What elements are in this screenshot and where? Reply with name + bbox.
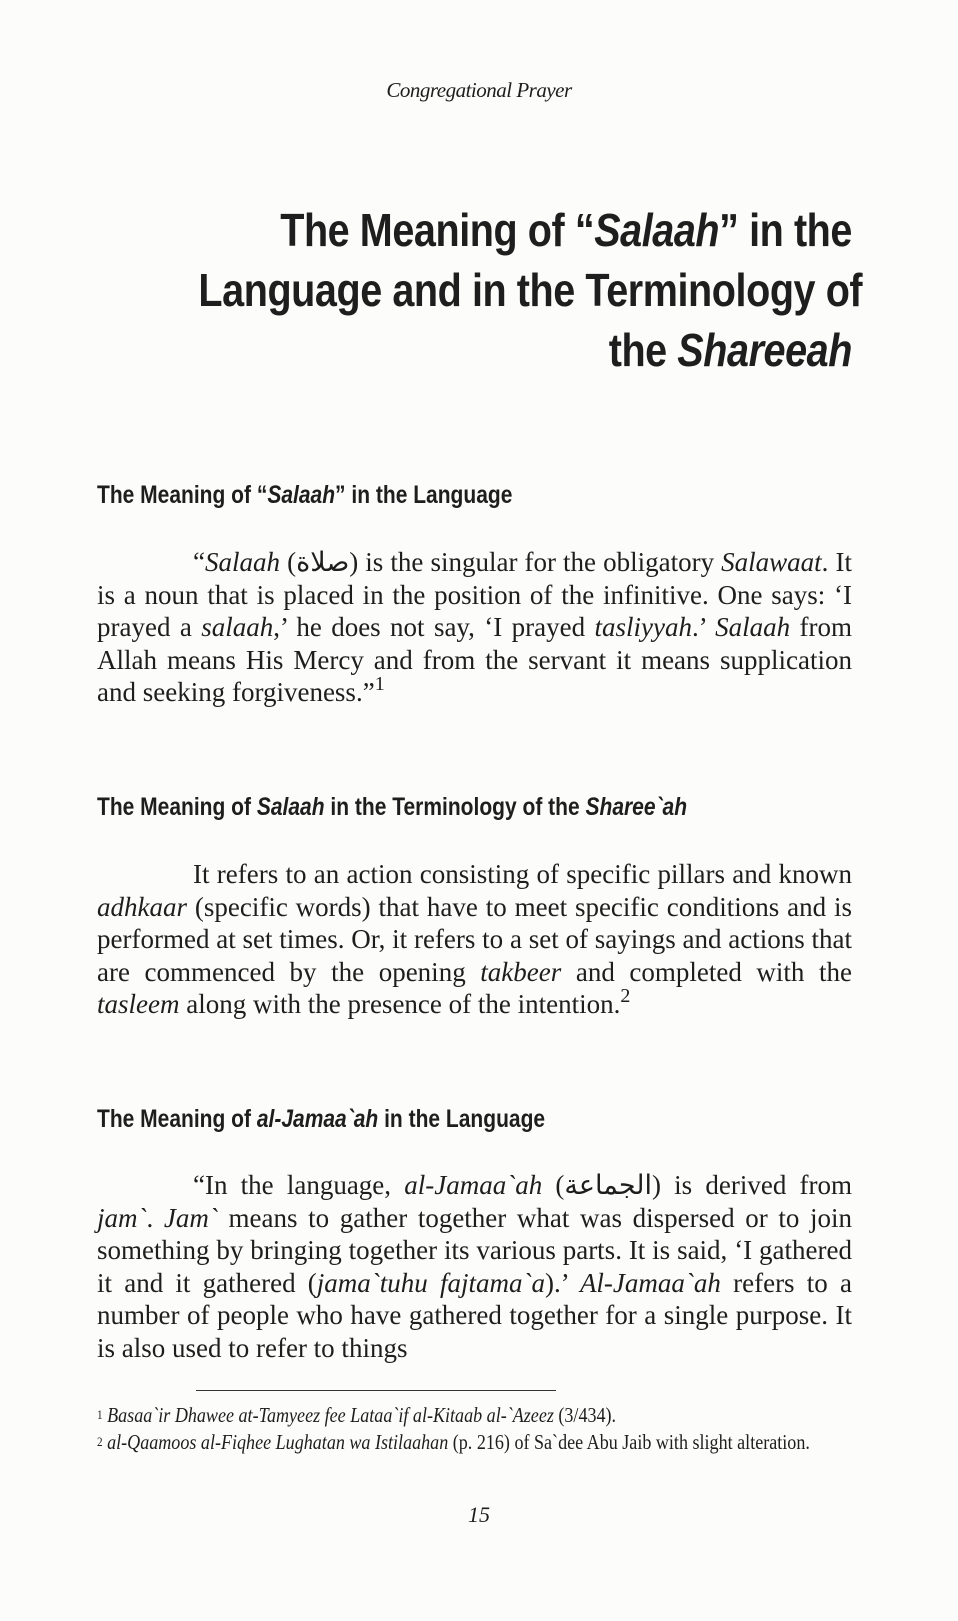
- italic-text: takbeer: [480, 956, 562, 987]
- text-run: Language and in the Terminology of: [198, 264, 863, 316]
- title-line: [198, 200, 852, 260]
- text-run: and completed with the: [561, 956, 852, 987]
- text-run: “: [193, 547, 205, 577]
- footnote: [97, 1402, 858, 1429]
- italic-text: Sharee`ah: [585, 793, 688, 821]
- text-run: ” in the Language: [335, 481, 513, 509]
- text-run: in the Language: [378, 1105, 546, 1133]
- italic-text: Shareeah: [677, 324, 852, 376]
- italic-text: Salaah: [594, 204, 720, 256]
- italic-text: Salaah: [267, 481, 336, 509]
- italic-text: Salawaat: [721, 547, 822, 577]
- text-run: (p. 216) of Sa`dee Abu Jaib with slight alteration.: [448, 1430, 810, 1454]
- text-run: . It is a noun that is placed in the position of the infinitive. One says: ‘I prayed a: [97, 547, 852, 643]
- page-number: 15: [468, 1502, 490, 1527]
- footnote-marker: 2: [620, 985, 631, 1008]
- text-run: in the Terminology of the: [324, 793, 586, 821]
- italic-text: al-Qaamoos al-Fiqhee Lughatan wa Istilaahan: [107, 1430, 449, 1454]
- text-run: means to gather together what was dispersed or to join something by bringing together its various parts. It is said, ‘I gathered it and it gathered (: [97, 1202, 852, 1298]
- text-run: along with the presence of the intention.: [179, 989, 621, 1020]
- italic-text: tasleem: [97, 989, 180, 1020]
- section-paragraph: [97, 1169, 852, 1365]
- italic-text: jam`: [97, 1202, 147, 1233]
- section-heading: [97, 793, 687, 822]
- section-heading: [97, 1105, 545, 1134]
- chapter-title: [198, 200, 863, 380]
- text-run: (3/434).: [553, 1403, 617, 1427]
- italic-text: Jam`: [163, 1202, 218, 1233]
- footnote-marker: 1: [97, 1407, 103, 1422]
- section-heading: [97, 481, 512, 510]
- italic-text: Salaah: [204, 547, 280, 577]
- italic-text: adhkaar: [97, 891, 187, 922]
- text-run: (صلاة) is the singular for the obligatory: [280, 547, 722, 577]
- text-run: The Meaning of: [97, 1105, 257, 1133]
- italic-text: salaah: [201, 612, 274, 643]
- footnote: [97, 1429, 858, 1456]
- text-run: .: [146, 1202, 164, 1233]
- text-run: ).’: [544, 1267, 580, 1298]
- running-header: Congregational Prayer: [386, 78, 572, 102]
- italic-text: al-Jamaa`ah: [256, 1105, 379, 1133]
- italic-text: Basaa`ir Dhawee at-Tamyeez fee Lataa`if al-Kitaab al-`Azeez: [107, 1403, 554, 1427]
- text-run: ,’ he does not say, ‘I prayed: [273, 612, 595, 643]
- title-line: [198, 260, 863, 320]
- text-run: (الجماعة) is derived from: [542, 1170, 852, 1200]
- italic-text: Al-Jamaa`ah: [579, 1267, 721, 1298]
- text-run: The Meaning of “: [97, 481, 268, 509]
- text-run: “In the language,: [193, 1170, 405, 1200]
- italic-text: Salaah: [256, 793, 325, 821]
- italic-text: tasliyyah: [594, 612, 692, 643]
- text-run: The Meaning of “: [280, 204, 595, 256]
- text-run: refers to a number of people who have gathered together for a single purpose. It is also used to refer to things: [97, 1267, 852, 1363]
- italic-text: Salaah: [715, 612, 791, 643]
- italic-text: jama`tuhu fajtama`a: [316, 1267, 545, 1298]
- title-line: [198, 320, 852, 380]
- footnote-marker: 1: [374, 673, 385, 696]
- text-run: from Allah means His Mercy and from the servant it means supplication and seeking forgiveness.”: [97, 612, 852, 708]
- footnote-divider: [196, 1390, 556, 1391]
- text-run: (specific words) that have to meet specific conditions and is performed at set times. Or, it refers to a set of sayings and actions that are commenced by the opening: [97, 891, 852, 987]
- text-run: It refers to an action consisting of specific pillars and known: [193, 859, 852, 889]
- text-run: .’: [691, 612, 716, 643]
- italic-text: al-Jamaa`ah: [404, 1170, 543, 1200]
- text-run: the: [608, 324, 678, 376]
- section-paragraph: [97, 546, 852, 709]
- section-paragraph: [97, 858, 852, 1021]
- footnote-marker: 2: [97, 1434, 103, 1449]
- text-run: The Meaning of: [97, 793, 257, 821]
- text-run: ” in the: [719, 204, 852, 256]
